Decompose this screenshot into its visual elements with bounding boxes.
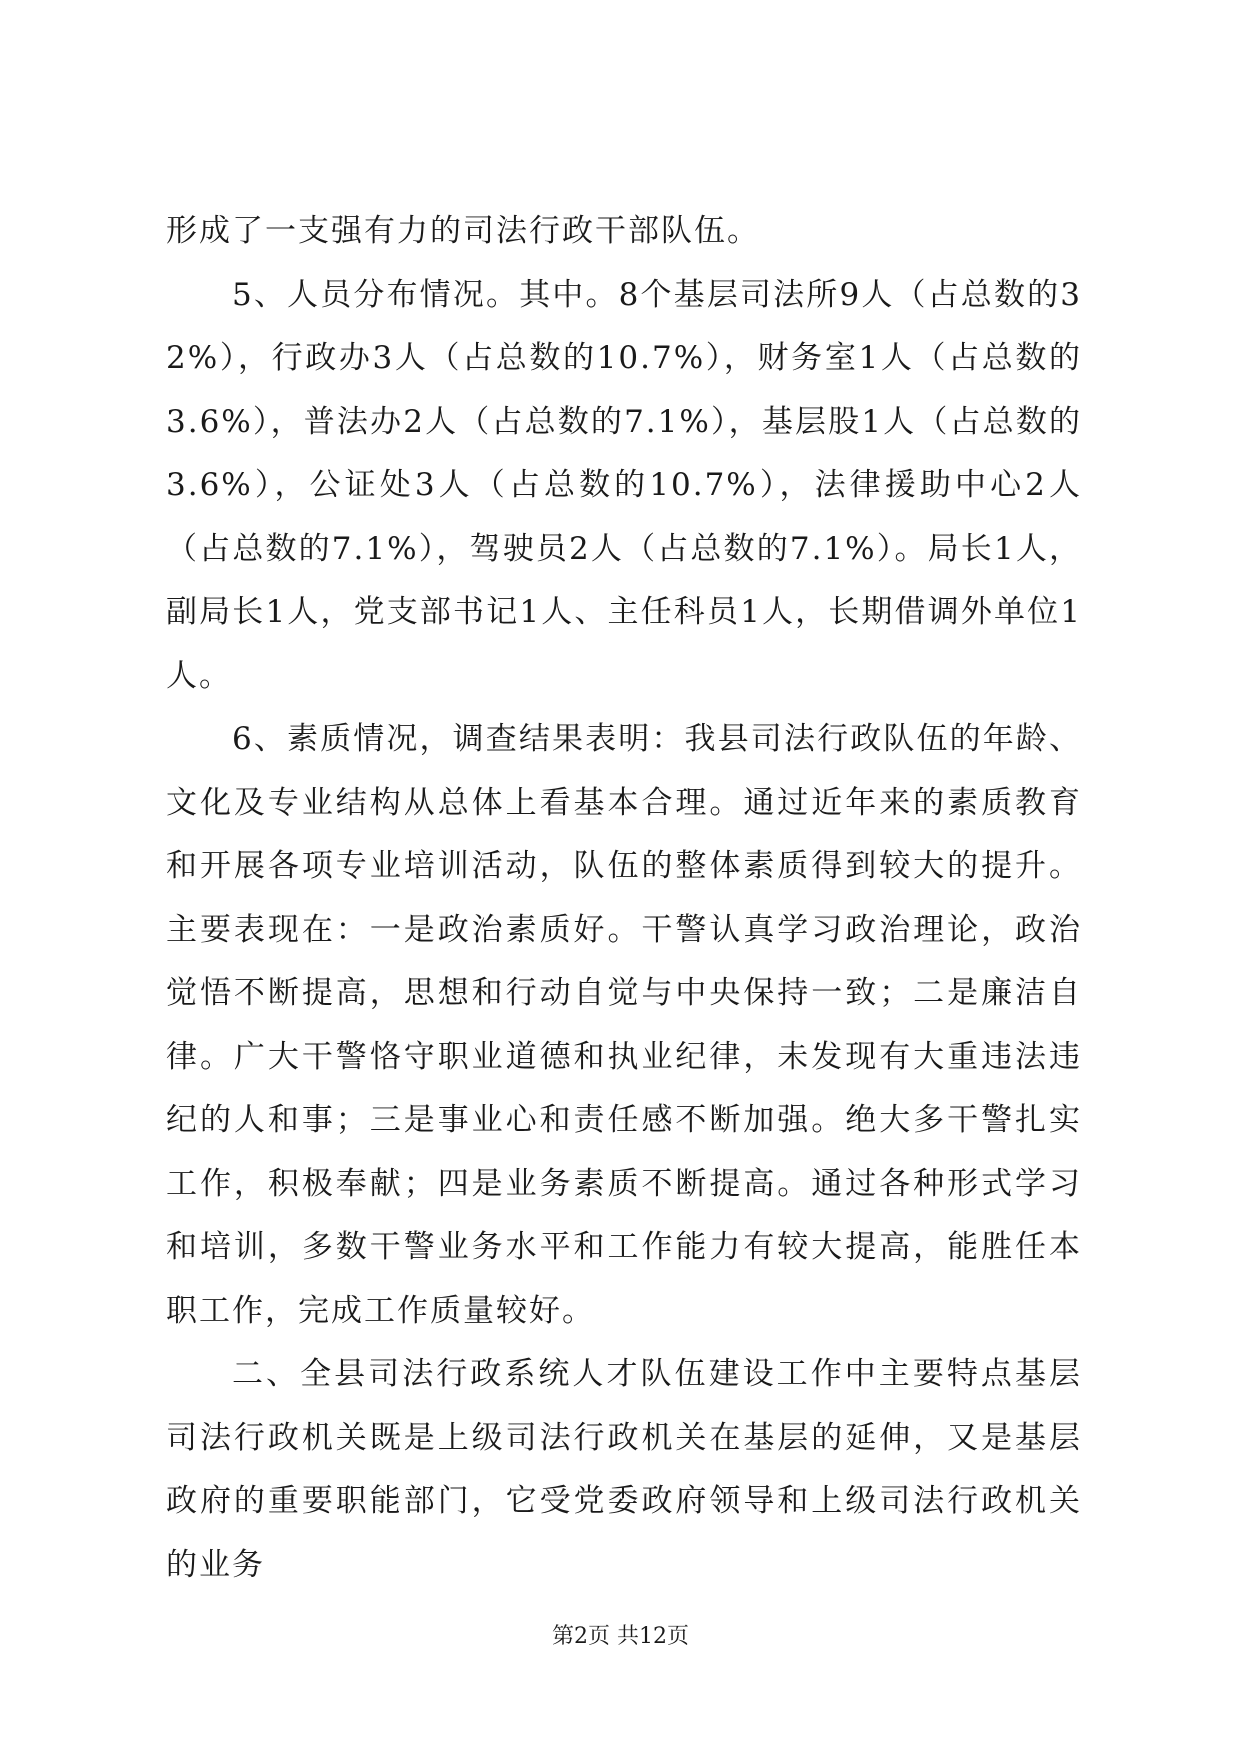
paragraph-section-two: 二、全县司法行政系统人才队伍建设工作中主要特点基层司法行政机关既是上级司法行政机关在基层的延伸，又是基层政府的重要职能部门，它受党委政府领导和上级司法行政机关的业务: [166, 1356, 1082, 1583]
body-text: [166, 200, 1082, 1597]
paragraph-quality: 6、素质情况，调查结果表明：我县司法行政队伍的年龄、文化及专业结构从总体上看基本合理。通过近年来的素质教育和开展各项专业培训活动，队伍的整体素质得到较大的提升。主要表现在：一是政治素质好。干警认真学习政治理论，政治觉悟不断提高，思想和行动自觉与中央保持一致；二是廉洁自律。广大干警恪守职业道德和执业纪律，未发现有大重违法违纪的人和事；三是事业心和责任感不断加强。绝大多干警扎实工作，积极奉献；四是业务素质不断提高。通过各种形式学习和培训，多数干警业务水平和工作能力有较大提高，能胜任本职工作，完成工作质量较好。: [166, 721, 1082, 1329]
page-number-footer: 第2页 共12页: [552, 1624, 689, 1649]
paragraph-continuation: 形成了一支强有力的司法行政干部队伍。: [166, 213, 760, 249]
paragraph-staff-distribution: 5、人员分布情况。其中。8个基层司法所9人（占总数的32%），行政办3人（占总数的10.7%），财务室1人（占总数的3.6%），普法办2人（占总数的7.1%），基层股1人（占总数的3.6%），公证处3人（占总数的10.7%），法律援助中心2人（占总数的7.1%），驾驶员2人（占总数的7.1%）。局长1人，副局长1人，党支部书记1人、主任科员1人，长期借调外单位1人。: [166, 276, 1082, 694]
